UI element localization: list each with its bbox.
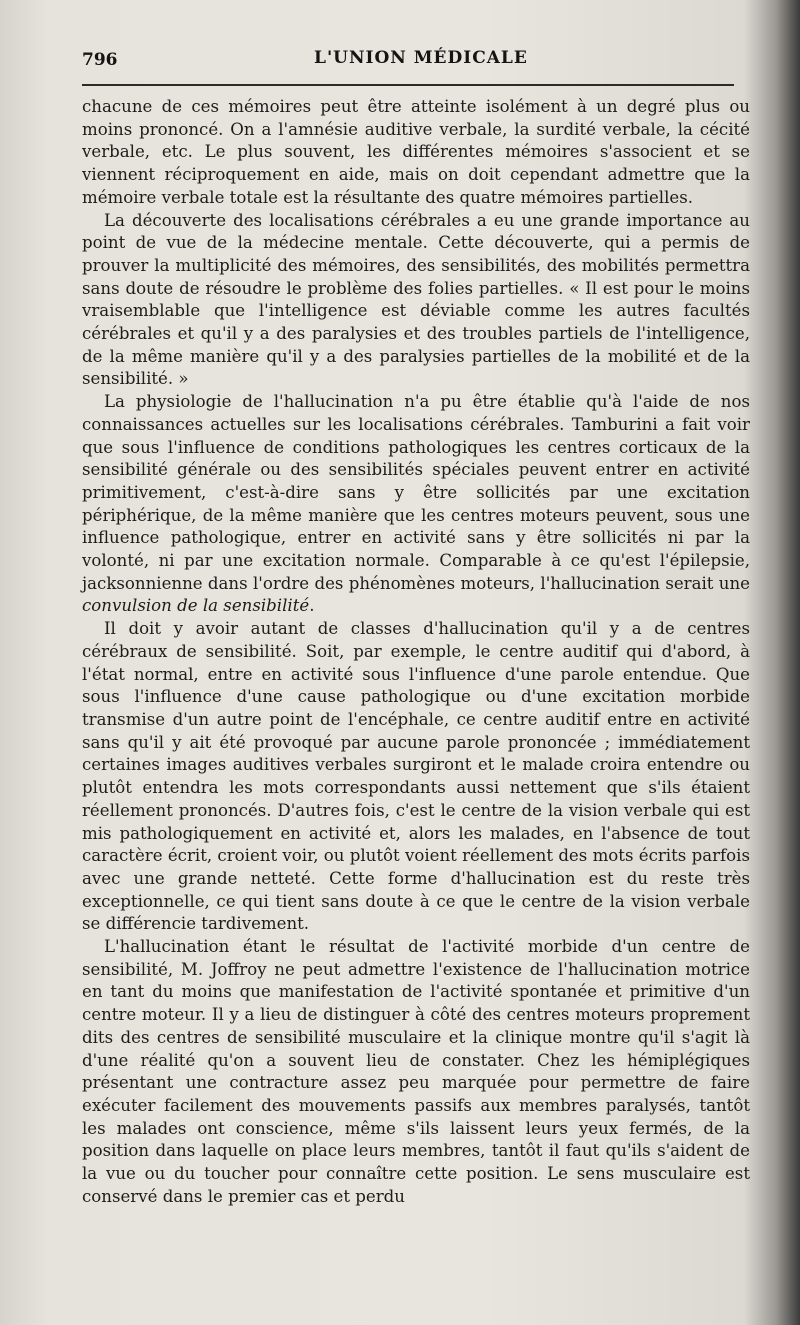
paragraph bbox=[82, 391, 750, 618]
paragraph bbox=[82, 618, 750, 936]
page-number: 796 bbox=[82, 50, 118, 70]
italic-phrase: convulsion de la sensibilité bbox=[82, 596, 310, 616]
paragraph-text: La physiologie de l'hallucination n'a pu être établie qu'à l'aide de nos connaissances actuelles sur les localisations cérébrales. Tamburini a fait voir que sous l'influence de conditions pathologiques les centres corticaux de la sensibilité générale ou des sensibilités spéciales peuvent entrer en activité primitivement, c'est-à-dire sans y être sollicités par une excitation périphérique, de la même manière que les centres moteurs peuvent, sous une influence pathologique, entrer en activité sans y être sollicités ni par la volonté, ni par une excitation normale. Comparable à ce qu'est l'épilepsie, jacksonnienne dans l'ordre des phénomènes moteurs, l'hallucination serait une bbox=[82, 392, 750, 593]
paragraph-text: La découverte des localisations cérébrales a eu une grande importance au point de vue de la médecine mentale. Cette découverte, qui a permis de prouver la multiplicité des mémoires, des sensibilités, des mobilités permettra sans doute de résoudre le problème des folies partielles. « Il est pour le moins vraisemblable que l'intelligence est déviable comme les autres facultés cérébrales et qu'il y a des paralysies et des troubles partiels de l'intelligence, de la même manière qu'il y a des paralysies partielles de la mobilité et de la sensibilité. » bbox=[82, 210, 750, 389]
paragraph bbox=[82, 936, 750, 1208]
paragraph-end: . bbox=[309, 596, 315, 616]
article-body bbox=[82, 96, 750, 1208]
paragraph-text: L'hallucination étant le résultat de l'activité morbide d'un centre de sensibilité, M. Joffroy ne peut admettre l'existence de l'hallucination motrice en tant du moins que manifestation de l'activité spontanée et primitive d'un centre moteur. Il y a lieu de distinguer à côté des centres moteurs proprement dits des centres de sensibilité musculaire et la clinique montre qu'il s'agit là d'une réalité qu'on a souvent lieu de constater. Chez les hémiplégiques présentant une contracture assez peu marquée pour permettre de faire exécuter facilement des mouvements passifs aux membres paralysés, tantôt les malades ont conscience, même s'ils laissent leurs yeux fermés, de la position dans laquelle on place leurs membres, tantôt il faut qu'ils s'aident de la vue ou du toucher pour connaître cette position. Le sens musculaire est conservé dans le premier cas et perdu bbox=[82, 937, 750, 1206]
paragraph-text: chacune de ces mémoires peut être atteinte isolément à un degré plus ou moins prononcé. On a l'amnésie auditive verbale, la surdité verbale, la cécité verbale, etc. Le plus souvent, les différentes mémoires s'associent et se viennent réciproquement en aide, mais on doit cependant admettre que la mémoire verbale totale est la résultante des quatre mémoires partielles. bbox=[82, 97, 750, 207]
paragraph bbox=[82, 210, 750, 392]
header-rule bbox=[82, 84, 734, 86]
paragraph bbox=[82, 96, 750, 210]
journal-title: L'UNION MÉDICALE bbox=[314, 48, 528, 68]
paragraph-text: Il doit y avoir autant de classes d'hallucination qu'il y a de centres cérébraux de sensibilité. Soit, par exemple, le centre auditif qui d'abord, à l'état normal, entre en activité sous l'influence d'une parole entendue. Que sous l'influence d'une cause pathologique ou d'une excitation morbide transmise d'un autre point de l'encéphale, ce centre auditif entre en activité sans qu'il y ait été provoqué par aucune parole prononcée ; immédiatement certaines images auditives verbales surgiront et le malade croira entendre ou plutôt entendra les mots correspondants aussi nettement que s'ils étaient réellement prononcés. D'autres fois, c'est le centre de la vision verbale qui est mis pathologiquement en activité et, alors les malades, en l'absence de tout caractère écrit, croient voir, ou plutôt voient réellement des mots écrits parfois avec une grande netteté. Cette forme d'hallucination est du reste très exceptionnelle, ce qui tient sans doute à ce que le centre de la vision verbale se différencie tardivement. bbox=[82, 619, 750, 934]
running-header bbox=[82, 48, 732, 78]
